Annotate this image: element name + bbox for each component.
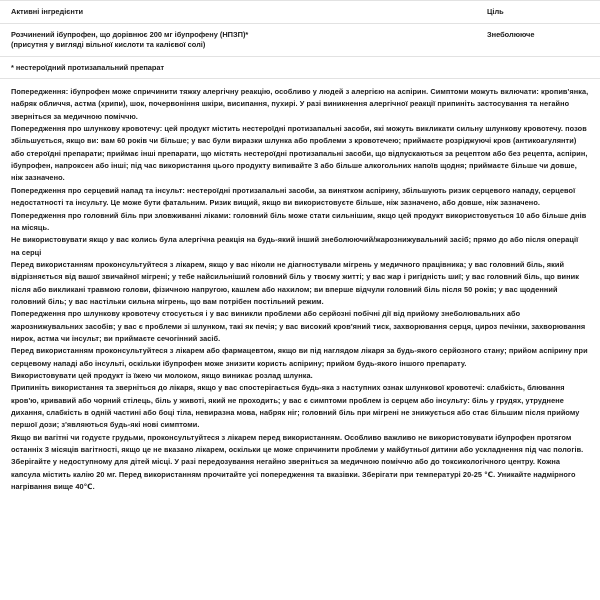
warning-paragraph-heart-stroke: Попередження про серцевий напад та інсульт: нестероїдні протизапальні засоби, за винятком аспірину, збільшують ризик серцевого нападу, серцевої недостатності та інсульту. Це може бути фатальним. Ризик вищий, якщо ви використовуєте більше, ніж зазначено, або довше, ніж зазначено. — [11, 185, 576, 208]
warning-paragraph-stomach-bleed: Попередження про шлункову кровотечу: цей продукт містить нестероїдні протизапальні засоби, які можуть викликати сильну шлункову кровотечу. позов збільшується, якщо ви: вам 60 років чи більше; у вас були виразки шлунка або проблеми з кровотечею; приймаєте розріджуючі кров (антикоагулянти) або стероїдні препарати; приймає інші препарати, що містять нестероїдні протизапальні засоби, що відпускаються за рецептом або без рецепта, аспірин, ібупрофен, напроксен або інші; під час використання цього продукту випивайте 3 або більше алкогольних напоїв щодня; приймаєте більше чи довше, ніж зазначено. — [11, 124, 588, 183]
warning-paragraph-do-not-use: Не використовувати якщо у вас колись була алергічна реакція на будь-який інший знеболюючий/жарознижувальний засіб; прямо до або після операції на серці — [11, 235, 579, 257]
table-footnote-row — [0, 56, 600, 79]
cell-purpose: Знеболююче — [487, 29, 535, 39]
header-active-ingredients: Активні інгредієнти — [11, 7, 83, 16]
ingredient-line-2: (присутня у вигляді вільної кислоти та калієвої солі) — [11, 40, 206, 50]
warning-paragraph-take-with-food: Використовувати цей продукт із їжею чи молоком, якщо виникає розлад шлунка. — [11, 370, 313, 380]
table-row — [0, 23, 600, 56]
table-header-row — [0, 1, 600, 24]
warning-paragraph-ask-doctor-migraine: Перед використанням проконсультуйтеся з лікарем, якщо у вас ніколи не діагностували мігрень у медичного працівника; у вас головний біль, який відрізняється від вашої звичайної мігрені; у тебе найсильніший головний біль у твоєму житті; у вас жар і ригідність шиї; у вас головний біль, що виник після або викликані травмою голови, фізичною напругою, кашлем або нахилом; ви вперше відчули головний біль після 50 років; у вас щоденний головний біль; у вас настільки сильна мігрень, що вам потрібен постільний режим. — [11, 259, 579, 306]
header-purpose: Ціль — [487, 7, 504, 16]
active-ingredients-table — [0, 0, 600, 79]
ingredient-line-1: Розчинений ібупрофен, що дорівнює 200 мг ібупрофену (НПЗП)* — [11, 29, 249, 39]
cell-ingredient — [0, 23, 476, 56]
warning-paragraph-allergy: Попередження: ібупрофен може спричинити тяжку алергічну реакцію, особливо у людей з алергією на аспірин. Симптоми можуть включати: кропив'янка, набряк обличчя, астма (хрипи), шок, почервоніння шкіри, висипання, пухирі. У разі виникнення алергічної реакції припиніть застосування та негайно зверніться за медичною поміччю. — [11, 87, 589, 121]
warnings-section — [0, 79, 600, 493]
footnote-purpose-empty — [476, 56, 600, 79]
footnote-nsaid: * нестероїдний протизапальний препарат — [11, 62, 165, 72]
warning-paragraph-ask-doctor-conditions: Попередження про шлункову кровотечу стосується і у вас виникли проблеми або серйозні побічні дії від прийому знеболювальних або жарознижувальних засобів; у вас є проблеми зі шлунком, такі як печія; у вас високий кров'яний тиск, захворювання серця, цироз печінки, захворювання нирок, астма чи інсульт; ви приймаєте сечогінний засіб. — [11, 309, 586, 343]
warning-paragraph-overuse-headache: Попередження про головний біль при зловживанні ліками: головний біль може стати сильнішим, якщо цей продукт використовується 10 або більше днів на місяць. — [11, 210, 587, 232]
warning-paragraph-pregnancy-storage: Якщо ви вагітні чи годуєте грудьми, проконсультуйтеся з лікарем перед використанням. Особливо важливо не використовувати ібупрофен протягом останніх 3 місяців вагітності, якщо це не вказано лікарем, оскільки це може спричинити проблеми у майбутньої дитини або ускладнення під час пологів. Зберігайте у недоступному для дітей місці. У разі передозування негайно зверніться за медичною поміччю або до токсикологічного центру. Кожна капсула містить калію 20 мг. Перед використанням прочитайте усі попередження та вказівки. Зберігати при температурі 20-25 ℃. Уникайте надмірного нагрівання вище 40℃. — [11, 432, 584, 492]
warning-paragraph-ask-doctor-pharmacist: Перед використанням проконсультуйтеся з лікарем або фармацевтом, якщо ви під наглядом лікаря за будь-якого серйозного стану; прийом аспірину при серцевому нападі або інсульті, оскільки ібупрофен може знизити користь аспірину; прийом будь-якого іншого препарату. — [11, 346, 588, 368]
warning-paragraph-stop-use: Припиніть використання та зверніться до лікаря, якщо у вас спостерігається будь-яка з наступних ознак шлункової кровотечі: слабкість, блювання кров'ю, кривавий або чорний стілець, біль у животі, який не проходить; у вас є симптоми проблем із серцем або інсульту: біль у грудях, утруднене дихання, слабкість в одній частині або боці тіла, невиразна мова, набряк ніг; головний біль при мігрені не знижується або стає більшим після прийому першої дози; з'являються будь-які нові симптоми. — [11, 383, 580, 430]
